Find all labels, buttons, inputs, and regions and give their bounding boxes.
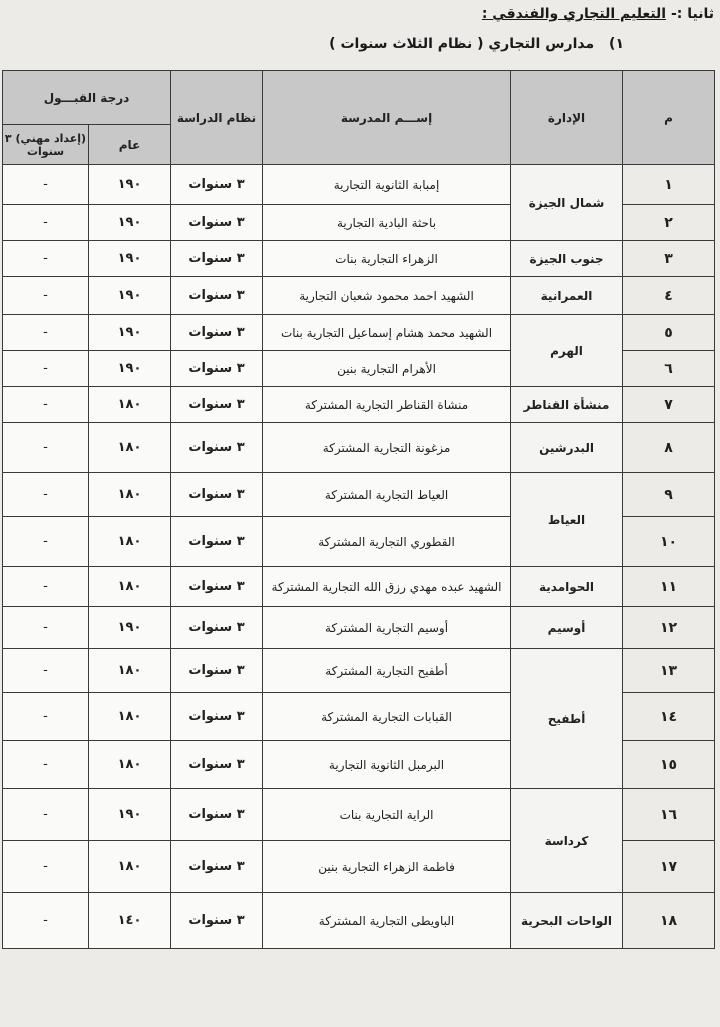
table-row [3,241,715,277]
school-name: إمبابة الثانوية التجارية [263,165,511,205]
vocational-grade: - [3,789,89,841]
row-number: ٨ [623,423,715,473]
school-name: الأهرام التجارية بنين [263,351,511,387]
school-name: الراية التجارية بنات [263,789,511,841]
vocational-grade: - [3,517,89,567]
row-number: ١٦ [623,789,715,841]
general-grade: ١٨٠ [89,841,171,893]
study-system: ٣ سنوات [171,649,263,693]
row-number: ٦ [623,351,715,387]
vocational-grade: - [3,423,89,473]
study-system: ٣ سنوات [171,315,263,351]
subsection-number: ١) [609,36,624,52]
study-system: ٣ سنوات [171,473,263,517]
header-system: نظام الدراسة [171,71,263,165]
row-number: ١١ [623,567,715,607]
row-number: ١٥ [623,741,715,789]
header-school: إســـم المدرسة [263,71,511,165]
study-system: ٣ سنوات [171,277,263,315]
school-name: الشهيد عبده مهدي رزق الله التجارية المشتركة [263,567,511,607]
vocational-grade: - [3,649,89,693]
general-grade: ١٩٠ [89,315,171,351]
school-name: أطفيح التجارية المشتركة [263,649,511,693]
table-row [3,277,715,315]
general-grade: ١٨٠ [89,423,171,473]
admin-cell: كرداسة [511,789,623,893]
admin-cell: الهرم [511,315,623,387]
table-row [3,165,715,205]
general-grade: ١٩٠ [89,789,171,841]
admin-cell: جنوب الجيزة [511,241,623,277]
table-row [3,423,715,473]
general-grade: ١٨٠ [89,741,171,789]
general-grade: ١٨٠ [89,693,171,741]
row-number: ٢ [623,205,715,241]
row-number: ١٠ [623,517,715,567]
general-grade: ١٨٠ [89,567,171,607]
vocational-grade: - [3,241,89,277]
vocational-grade: - [3,165,89,205]
study-system: ٣ سنوات [171,567,263,607]
admin-cell: أوسيم [511,607,623,649]
vocational-grade: - [3,277,89,315]
vocational-grade: - [3,607,89,649]
study-system: ٣ سنوات [171,351,263,387]
general-grade: ١٨٠ [89,649,171,693]
study-system: ٣ سنوات [171,607,263,649]
study-system: ٣ سنوات [171,517,263,567]
general-grade: ١٤٠ [89,893,171,949]
vocational-grade: - [3,387,89,423]
section-heading [482,6,714,22]
study-system: ٣ سنوات [171,205,263,241]
row-number: ٣ [623,241,715,277]
study-system: ٣ سنوات [171,241,263,277]
admin-cell: العمرانية [511,277,623,315]
study-system: ٣ سنوات [171,693,263,741]
school-name: الشهيد احمد محمود شعبان التجارية [263,277,511,315]
vocational-grade: - [3,741,89,789]
general-grade: ١٩٠ [89,241,171,277]
row-number: ٤ [623,277,715,315]
admin-cell: العياط [511,473,623,567]
table-row [3,607,715,649]
header-grade: درجة القبـــول [3,71,171,125]
vocational-grade: - [3,893,89,949]
vocational-grade: - [3,473,89,517]
school-name: الزهراء التجارية بنات [263,241,511,277]
admin-cell: البدرشين [511,423,623,473]
study-system: ٣ سنوات [171,423,263,473]
header-m: م [623,71,715,165]
table-row [3,387,715,423]
admin-cell: الواحات البحرية [511,893,623,949]
table-row [3,649,715,693]
school-name: الباويطى التجارية المشتركة [263,893,511,949]
table-row [3,789,715,841]
vocational-grade: - [3,841,89,893]
header-admin: الإدارة [511,71,623,165]
subsection-title: مدارس التجاري ( نظام الثلاث سنوات ) [329,36,595,52]
row-number: ١٧ [623,841,715,893]
school-name: أوسيم التجارية المشتركة [263,607,511,649]
row-number: ١٨ [623,893,715,949]
section-heading-prefix: ثانيا :- [670,6,714,22]
table-row [3,893,715,949]
row-number: ١ [623,165,715,205]
row-number: ١٣ [623,649,715,693]
row-number: ٥ [623,315,715,351]
study-system: ٣ سنوات [171,789,263,841]
table-row [3,567,715,607]
header-vocational: (إعداد مهني) ٣ سنوات [3,125,89,165]
school-name: باحثة البادية التجارية [263,205,511,241]
table-row [3,473,715,517]
row-number: ١٤ [623,693,715,741]
vocational-grade: - [3,351,89,387]
admin-cell: الحوامدية [511,567,623,607]
general-grade: ١٩٠ [89,607,171,649]
school-name: القبابات التجارية المشتركة [263,693,511,741]
section-heading-title: التعليم التجاري والفندقي : [481,6,667,22]
general-grade: ١٩٠ [89,205,171,241]
row-number: ٧ [623,387,715,423]
general-grade: ١٩٠ [89,165,171,205]
schools-table [2,70,715,949]
row-number: ١٢ [623,607,715,649]
subsection-heading [329,36,624,52]
school-name: مزغونة التجارية المشتركة [263,423,511,473]
vocational-grade: - [3,567,89,607]
admin-cell: أطفيح [511,649,623,789]
general-grade: ١٩٠ [89,351,171,387]
admin-cell: منشأة القناطر [511,387,623,423]
school-name: البرمبل الثانوية التجارية [263,741,511,789]
vocational-grade: - [3,205,89,241]
school-name: القطوري التجارية المشتركة [263,517,511,567]
school-name: منشاة القناطر التجارية المشتركة [263,387,511,423]
school-name: فاطمة الزهراء التجارية بنين [263,841,511,893]
table-row [3,315,715,351]
study-system: ٣ سنوات [171,841,263,893]
school-name: العياط التجارية المشتركة [263,473,511,517]
general-grade: ١٨٠ [89,517,171,567]
general-grade: ١٩٠ [89,277,171,315]
row-number: ٩ [623,473,715,517]
header-general: عام [89,125,171,165]
study-system: ٣ سنوات [171,165,263,205]
vocational-grade: - [3,315,89,351]
study-system: ٣ سنوات [171,741,263,789]
study-system: ٣ سنوات [171,893,263,949]
general-grade: ١٨٠ [89,473,171,517]
school-name: الشهيد محمد هشام إسماعيل التجارية بنات [263,315,511,351]
study-system: ٣ سنوات [171,387,263,423]
admin-cell: شمال الجيزة [511,165,623,241]
general-grade: ١٨٠ [89,387,171,423]
vocational-grade: - [3,693,89,741]
